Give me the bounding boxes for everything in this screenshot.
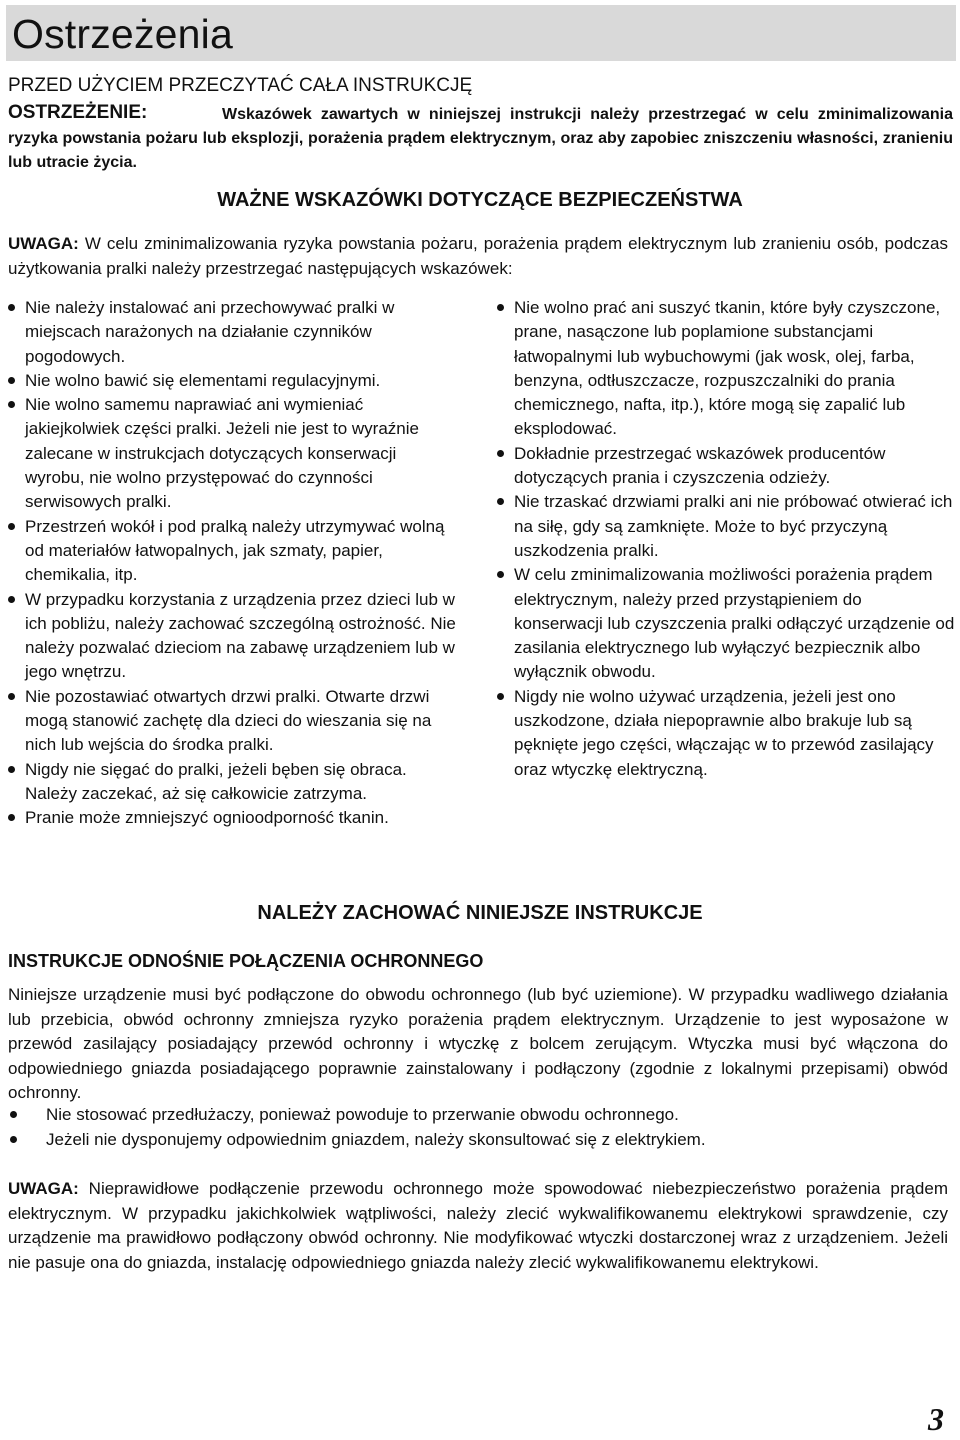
safety-list-left	[8, 296, 456, 831]
list-item-text: Nie należy instalować ani przechowywać pralki w miejscach narażonych na działanie czynników pogodowych.	[25, 298, 395, 366]
list-item	[8, 806, 456, 830]
warning-text: Wskazówek zawartych w niniejszej instrukcji należy przestrzegać w celu zminimalizowania ryzyka powstania pożaru lub eksplozji, porażenia prądem elektrycznym, oraz aby zapobiec zniszczeniu własności, zranieniu lub utracie życia.	[8, 106, 953, 171]
list-item-text: W celu zminimalizowania możliwości porażenia prądem elektrycznym, należy przed przystąpieniem do konserwacji lub czyszczenia pralki odłączyć urządzenie od zasilania elektrycznego lub wyłączyć bezpiecznik albo wyłącznik obwodu.	[514, 565, 955, 682]
list-item	[8, 515, 456, 588]
list-item	[8, 1128, 948, 1153]
list-item-text: Dokładnie przestrzegać wskazówek producentów dotyczących prania i czyszczenia odzieży.	[514, 443, 886, 488]
list-item-text: Nie trzaskać drzwiami pralki ani nie próbować otwierać ich na siłę, gdy są zamknięte. Może to być przyczyną uszkodzenia pralki.	[514, 492, 953, 560]
list-item-text: Nie pozostawiać otwartych drzwi pralki. Otwarte drzwi mogą stanowić zachętę dla dzieci do wieszania się na nich lub wejścia do środka pralki.	[25, 686, 432, 755]
list-item-text: W przypadku korzystania z urządzenia przez dzieci lub w ich pobliżu, należy zachować szczególną ostrożność. Nie należy pozwalać dzieciom na zabawę urządzeniem lub w jego wnętrzu.	[25, 589, 456, 682]
caution-text: W celu zminimalizowania ryzyka powstania pożaru, porażenia prądem elektrycznym lub zranieniu osób, podczas użytkowania pralki należy przestrzegać następujących wskazówek:	[8, 234, 948, 278]
list-item	[8, 758, 456, 807]
page-number: 3	[928, 1401, 944, 1437]
grounding-text: Niniejsze urządzenie musi być podłączone do obwodu ochronnego (lub być uziemione). W przypadku wadliwego działania lub przebicia, obwód ochronny zmniejsza ryzyko porażenia prądem elektrycznym. Urządzenie to jest wyposażone w przewód zasilający posiadający przewód ochronny i wtyczkę z bolcem zerującym. Wtyczka musi być włączona do odpowiedniego gniazda posiadającego poprawnie zainstalowany i podłączony (zgodnie z lokalnymi przepisami) obwód ochronny.	[8, 985, 948, 1102]
bullet-icon	[10, 1136, 17, 1143]
caution-label: UWAGA:	[8, 1179, 79, 1198]
safety-list-right	[497, 296, 955, 782]
list-item-text: Przestrzeń wokół i pod pralką należy utrzymywać wolną od materiałów łatwopalnych, jak szmaty, papier, chemikalia, itp.	[25, 516, 445, 585]
list-item	[497, 490, 955, 563]
list-item-text: Nigdy nie wolno używać urządzenia, jeżeli jest ono uszkodzone, działa niepoprawnie albo brakuje lub są pęknięte jego części, włączając w to przewód zasilający oraz wtyczkę elektryczną.	[514, 686, 934, 779]
list-item	[8, 369, 456, 393]
list-item-text: Nigdy nie sięgać do pralki, jeżeli bęben się obraca. Należy zaczekać, aż się całkowicie zatrzyma.	[25, 759, 407, 803]
list-item	[497, 442, 955, 491]
list-item-text: Nie wolno samemu naprawiać ani wymieniać jakiejkolwiek części pralki. Jeżeli nie jest to wyraźnie zalecane w instrukcjach dotyczących konserwacji wyrobu, nie wolno przystępować do czynności serwisowych pralki.	[25, 395, 419, 512]
page-title: Ostrzeżenia	[12, 11, 233, 57]
list-item	[8, 296, 456, 369]
bullet-icon	[8, 814, 15, 821]
list-item	[8, 1103, 948, 1128]
grounding-heading: INSTRUKCJE ODNOŚNIE POŁĄCZENIA OCHRONNEGO	[8, 951, 484, 971]
caution-label: UWAGA:	[8, 234, 79, 253]
bullet-icon	[8, 693, 15, 700]
bullet-icon	[8, 766, 15, 773]
bullet-icon	[497, 304, 504, 311]
bullet-icon	[497, 693, 504, 700]
list-item	[8, 685, 456, 758]
list-item	[497, 563, 955, 684]
bullet-icon	[8, 596, 15, 603]
list-item-text: Pranie może zmniejszyć ognioodporność tkanin.	[25, 808, 389, 828]
bullet-icon	[8, 304, 15, 311]
bullet-icon	[8, 401, 15, 408]
bullet-icon	[8, 523, 15, 530]
list-item-text: Jeżeli nie dysponujemy odpowiednim gniazdem, należy skonsultować się z elektrykiem.	[46, 1129, 706, 1149]
grounding-list	[8, 1103, 948, 1152]
list-item-text: Nie wolno bawić się elementami regulacyjnymi.	[25, 370, 381, 390]
list-item	[8, 393, 456, 514]
list-item-text: Nie wolno prać ani suszyć tkanin, które były czyszczone, prane, nasączone lub poplamione substancjami łatwopalnymi lub wybuchowymi (jak wosk, olej, farba, benzyna, odtłuszczacze, rozpuszczalniki do prania chemicznego, nafta, itp.), które mogą się zapalić lub eksplodować.	[514, 298, 941, 439]
bullet-icon	[10, 1111, 17, 1118]
keep-instructions-heading: NALEŻY ZACHOWAĆ NINIEJSZE INSTRUKCJE	[257, 902, 703, 924]
safety-caution	[8, 232, 948, 281]
bullet-icon	[497, 450, 504, 457]
bullet-icon	[497, 498, 504, 505]
list-item	[497, 296, 955, 442]
warning-label: OSTRZEŻENIE:	[8, 102, 148, 123]
bullet-icon	[497, 571, 504, 578]
safety-heading: WAŻNE WSKAZÓWKI DOTYCZĄCE BEZPIECZEŃSTWA	[217, 189, 743, 211]
grounding-caution	[8, 1177, 948, 1275]
read-notice: PRZED UŻYCIEM PRZECZYTAĆ CAŁA INSTRUKCJĘ	[8, 75, 473, 96]
caution-text: Nieprawidłowe podłączenie przewodu ochronnego może spowodować niebezpieczeństwo porażenia prądem elektrycznym. W przypadku jakichkolwiek wątpliwości, należy zlecić wykwalifikowanemu elektrykowi sprawdzenie, czy urządzenie ma prawidłowo podłączony obwód ochronny. Nie modyfikować wtyczki dostarczonej wraz z urządzeniem. Jeżeli nie pasuje ona do gniazda, instalację odpowiedniego gniazda należy zlecić wykwalifikowanemu elektrykowi.	[8, 1179, 948, 1272]
list-item	[8, 588, 456, 685]
title-bar	[6, 5, 956, 61]
list-item-text: Nie stosować przedłużaczy, ponieważ powoduje to przerwanie obwodu ochronnego.	[46, 1105, 679, 1124]
bullet-icon	[8, 377, 15, 384]
list-item	[497, 685, 955, 782]
